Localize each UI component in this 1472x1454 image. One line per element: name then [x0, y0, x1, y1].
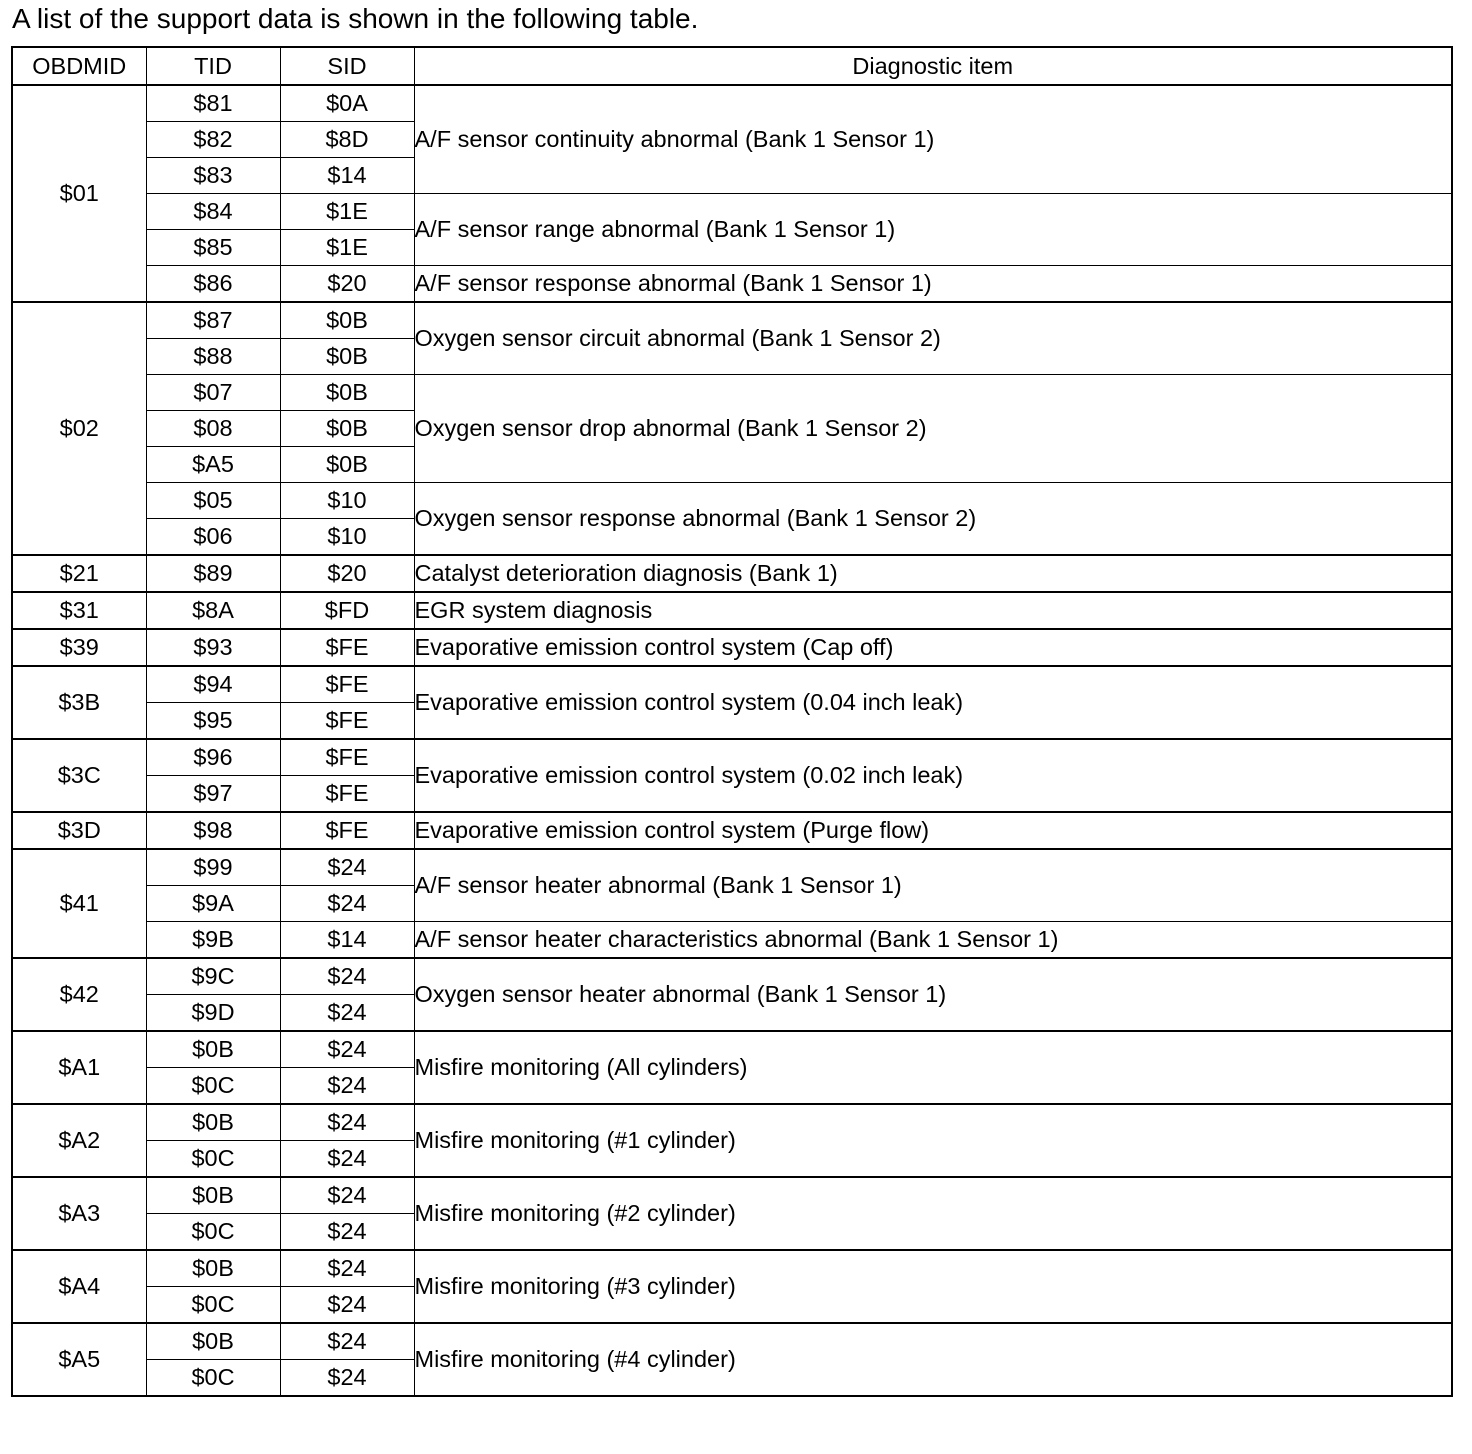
- cell-diagnostic-item: Oxygen sensor heater abnormal (Bank 1 Sensor 1): [414, 958, 1452, 1031]
- cell-sid: $20: [280, 555, 414, 592]
- cell-diagnostic-item: Misfire monitoring (#4 cylinder): [414, 1323, 1452, 1396]
- cell-diagnostic-item: Misfire monitoring (#3 cylinder): [414, 1250, 1452, 1323]
- cell-sid: $24: [280, 1360, 414, 1397]
- cell-tid: $85: [146, 230, 280, 266]
- cell-obdmid: $01: [12, 85, 146, 302]
- cell-tid: $88: [146, 339, 280, 375]
- header-tid: TID: [146, 47, 280, 85]
- cell-tid: $81: [146, 85, 280, 122]
- header-obdmid: OBDMID: [12, 47, 146, 85]
- cell-obdmid: $21: [12, 555, 146, 592]
- cell-sid: $24: [280, 849, 414, 886]
- cell-sid: $0B: [280, 302, 414, 339]
- cell-tid: $94: [146, 666, 280, 703]
- cell-sid: $1E: [280, 194, 414, 230]
- cell-tid: $98: [146, 812, 280, 849]
- cell-diagnostic-item: EGR system diagnosis: [414, 592, 1452, 629]
- cell-tid: $0C: [146, 1287, 280, 1324]
- cell-diagnostic-item: Evaporative emission control system (Cap off): [414, 629, 1452, 666]
- cell-sid: $24: [280, 1323, 414, 1360]
- table-row: [12, 1177, 1452, 1214]
- cell-tid: $9C: [146, 958, 280, 995]
- intro-text: A list of the support data is shown in the following table.: [12, 3, 699, 34]
- cell-sid: $FE: [280, 776, 414, 813]
- table-row: [12, 555, 1452, 592]
- cell-diagnostic-item: Misfire monitoring (#2 cylinder): [414, 1177, 1452, 1250]
- header-diagnostic-item: Diagnostic item: [414, 47, 1452, 85]
- table-row: [12, 1031, 1452, 1068]
- cell-tid: $07: [146, 375, 280, 411]
- cell-obdmid: $A5: [12, 1323, 146, 1396]
- cell-sid: $24: [280, 1031, 414, 1068]
- cell-tid: $99: [146, 849, 280, 886]
- cell-obdmid: $39: [12, 629, 146, 666]
- support-data-table: [11, 46, 1453, 1397]
- cell-sid: $24: [280, 958, 414, 995]
- table-row: [12, 85, 1452, 122]
- cell-diagnostic-item: Misfire monitoring (All cylinders): [414, 1031, 1452, 1104]
- cell-sid: $24: [280, 1214, 414, 1251]
- cell-tid: $08: [146, 411, 280, 447]
- table-row: [12, 739, 1452, 776]
- cell-sid: $1E: [280, 230, 414, 266]
- cell-diagnostic-item: Evaporative emission control system (Purge flow): [414, 812, 1452, 849]
- cell-diagnostic-item: Oxygen sensor response abnormal (Bank 1 Sensor 2): [414, 483, 1452, 556]
- cell-sid: $FD: [280, 592, 414, 629]
- cell-sid: $FE: [280, 703, 414, 740]
- cell-sid: $FE: [280, 666, 414, 703]
- cell-tid: $0C: [146, 1214, 280, 1251]
- cell-obdmid: $42: [12, 958, 146, 1031]
- cell-sid: $0A: [280, 85, 414, 122]
- cell-tid: $05: [146, 483, 280, 519]
- table-row: [12, 592, 1452, 629]
- cell-sid: $0B: [280, 339, 414, 375]
- cell-sid: $24: [280, 995, 414, 1032]
- cell-sid: $20: [280, 266, 414, 303]
- cell-obdmid: $3D: [12, 812, 146, 849]
- cell-diagnostic-item: A/F sensor heater characteristics abnormal (Bank 1 Sensor 1): [414, 922, 1452, 959]
- table-row: [12, 629, 1452, 666]
- table-row: [12, 194, 1452, 230]
- cell-tid: $0B: [146, 1177, 280, 1214]
- table-body: [12, 85, 1452, 1396]
- table-row: [12, 812, 1452, 849]
- table-row: [12, 375, 1452, 411]
- cell-diagnostic-item: Evaporative emission control system (0.02 inch leak): [414, 739, 1452, 812]
- cell-obdmid: $A1: [12, 1031, 146, 1104]
- cell-sid: $24: [280, 1287, 414, 1324]
- cell-diagnostic-item: Oxygen sensor circuit abnormal (Bank 1 Sensor 2): [414, 302, 1452, 375]
- cell-tid: $A5: [146, 447, 280, 483]
- cell-sid: $FE: [280, 739, 414, 776]
- cell-sid: $24: [280, 1250, 414, 1287]
- cell-sid: $0B: [280, 375, 414, 411]
- table-row: [12, 666, 1452, 703]
- cell-tid: $0C: [146, 1360, 280, 1397]
- cell-tid: $8A: [146, 592, 280, 629]
- cell-sid: $10: [280, 483, 414, 519]
- table-row: [12, 1250, 1452, 1287]
- cell-tid: $9D: [146, 995, 280, 1032]
- cell-sid: $8D: [280, 122, 414, 158]
- table-row: [12, 849, 1452, 886]
- table-row: [12, 1323, 1452, 1360]
- cell-tid: $82: [146, 122, 280, 158]
- cell-sid: $24: [280, 1068, 414, 1105]
- table-row: [12, 483, 1452, 519]
- table-row: [12, 302, 1452, 339]
- cell-tid: $0C: [146, 1068, 280, 1105]
- cell-sid: $0B: [280, 447, 414, 483]
- cell-sid: $24: [280, 1177, 414, 1214]
- cell-diagnostic-item: Oxygen sensor drop abnormal (Bank 1 Sensor 2): [414, 375, 1452, 483]
- cell-tid: $87: [146, 302, 280, 339]
- cell-obdmid: $3B: [12, 666, 146, 739]
- table-row: [12, 266, 1452, 303]
- cell-diagnostic-item: Evaporative emission control system (0.04 inch leak): [414, 666, 1452, 739]
- cell-tid: $0B: [146, 1323, 280, 1360]
- cell-obdmid: $A3: [12, 1177, 146, 1250]
- cell-tid: $95: [146, 703, 280, 740]
- cell-tid: $93: [146, 629, 280, 666]
- table-header-row: [12, 47, 1452, 85]
- cell-sid: $FE: [280, 629, 414, 666]
- cell-obdmid: $A4: [12, 1250, 146, 1323]
- cell-diagnostic-item: Misfire monitoring (#1 cylinder): [414, 1104, 1452, 1177]
- cell-sid: $10: [280, 519, 414, 556]
- cell-tid: $0C: [146, 1141, 280, 1178]
- cell-sid: $14: [280, 158, 414, 194]
- cell-obdmid: $41: [12, 849, 146, 958]
- cell-tid: $89: [146, 555, 280, 592]
- cell-diagnostic-item: Catalyst deterioration diagnosis (Bank 1): [414, 555, 1452, 592]
- cell-tid: $83: [146, 158, 280, 194]
- cell-tid: $0B: [146, 1031, 280, 1068]
- cell-tid: $9A: [146, 886, 280, 922]
- cell-sid: $24: [280, 1141, 414, 1178]
- table-row: [12, 1104, 1452, 1141]
- cell-obdmid: $3C: [12, 739, 146, 812]
- cell-sid: $14: [280, 922, 414, 959]
- cell-tid: $0B: [146, 1104, 280, 1141]
- cell-sid: $24: [280, 1104, 414, 1141]
- cell-tid: $84: [146, 194, 280, 230]
- cell-obdmid: $02: [12, 302, 146, 555]
- cell-diagnostic-item: A/F sensor response abnormal (Bank 1 Sensor 1): [414, 266, 1452, 303]
- cell-diagnostic-item: A/F sensor range abnormal (Bank 1 Sensor 1): [414, 194, 1452, 266]
- cell-sid: $24: [280, 886, 414, 922]
- cell-obdmid: $A2: [12, 1104, 146, 1177]
- table-row: [12, 958, 1452, 995]
- cell-sid: $0B: [280, 411, 414, 447]
- cell-tid: $06: [146, 519, 280, 556]
- header-sid: SID: [280, 47, 414, 85]
- cell-tid: $96: [146, 739, 280, 776]
- table-row: [12, 922, 1452, 959]
- cell-diagnostic-item: A/F sensor heater abnormal (Bank 1 Sensor 1): [414, 849, 1452, 922]
- cell-tid: $0B: [146, 1250, 280, 1287]
- cell-tid: $86: [146, 266, 280, 303]
- cell-sid: $FE: [280, 812, 414, 849]
- cell-tid: $97: [146, 776, 280, 813]
- cell-obdmid: $31: [12, 592, 146, 629]
- cell-diagnostic-item: A/F sensor continuity abnormal (Bank 1 Sensor 1): [414, 85, 1452, 194]
- cell-tid: $9B: [146, 922, 280, 959]
